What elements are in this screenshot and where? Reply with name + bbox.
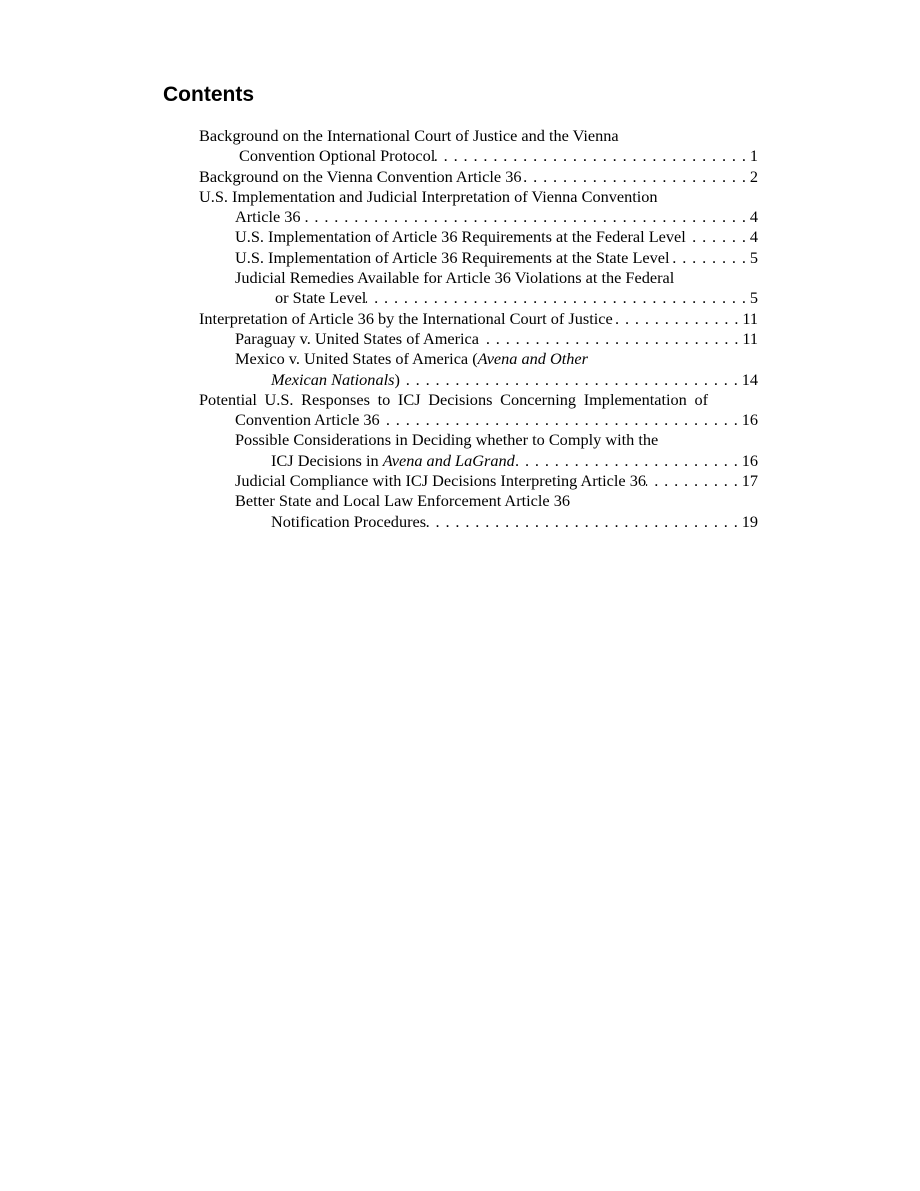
dot-leader	[515, 451, 739, 471]
page-number: 1	[749, 146, 758, 166]
toc-entry-italic-text: Avena and Other	[477, 349, 588, 369]
toc-entry-line[interactable]	[199, 512, 758, 532]
toc-entry-line[interactable]	[199, 471, 758, 491]
toc-entry-line[interactable]	[199, 207, 758, 227]
toc-entry-line[interactable]	[199, 370, 758, 390]
toc-entry-line	[199, 268, 758, 288]
page-number: 5	[749, 247, 758, 267]
dot-leader	[426, 512, 739, 532]
toc-entry-text: Background on the Vienna Convention Article 36	[199, 166, 522, 186]
dot-leader	[301, 207, 747, 227]
toc-entry-line[interactable]	[199, 410, 758, 430]
toc-entry-text: Better State and Local Law Enforcement Article 36	[235, 491, 570, 511]
toc-entry-text: or State Level	[275, 288, 367, 308]
toc-entry-line	[199, 187, 758, 207]
toc-entry-line[interactable]	[199, 309, 758, 329]
dot-leader	[435, 146, 747, 166]
page-number: 5	[749, 288, 758, 308]
page-number: 19	[741, 511, 758, 531]
page-number: 11	[742, 308, 758, 328]
toc-entry-text: Judicial Compliance with ICJ Decisions Interpreting Article 36	[235, 471, 647, 491]
toc-entry-text	[271, 370, 400, 390]
dot-leader	[613, 309, 740, 329]
table-of-contents	[199, 126, 758, 532]
toc-entry-text: Background on the International Court of Justice and the Vienna	[199, 126, 619, 145]
toc-entry-text: Mexico v. United States of America (	[235, 349, 478, 369]
toc-entry-text: Paraguay v. United States of America	[235, 328, 479, 348]
toc-entry-line	[199, 491, 758, 511]
toc-entry-text: Convention Article 36	[235, 410, 380, 430]
page-number: 16	[741, 450, 758, 470]
toc-entry-text: Convention Optional Protocol	[239, 146, 436, 166]
toc-entry-line	[199, 390, 758, 410]
page-number: 16	[741, 410, 758, 430]
toc-entry-text: U.S. Implementation of Article 36 Requirements at the Federal Level	[235, 227, 686, 247]
page-number: 4	[749, 207, 758, 227]
toc-entry-text: Article 36	[235, 207, 301, 227]
page-title: Contents	[163, 83, 254, 106]
toc-entry-text: Interpretation of Article 36 by the International Court of Justice	[199, 308, 613, 328]
toc-entry-line	[199, 430, 758, 450]
toc-entry-line[interactable]	[199, 146, 758, 166]
dot-leader	[479, 329, 739, 349]
dot-leader	[380, 410, 739, 430]
toc-entry-text: Potential U.S. Responses to ICJ Decisions Concerning Implementation of	[199, 389, 709, 409]
page-number: 17	[741, 471, 758, 491]
toc-entry-text: Judicial Remedies Available for Article 36 Violations at the Federal	[235, 268, 675, 288]
toc-entry-text: U.S. Implementation and Judicial Interpretation of Vienna Convention	[199, 186, 658, 206]
toc-entry-text: Notification Procedures	[271, 511, 427, 531]
toc-entry-text-tail: )	[394, 369, 400, 389]
toc-entry-text	[271, 451, 515, 471]
toc-entry-text: Possible Considerations in Deciding whether to Comply with the	[235, 430, 659, 450]
page-number: 2	[749, 166, 758, 186]
page-number: 4	[749, 227, 758, 247]
dot-leader	[400, 370, 739, 390]
page-number: 14	[741, 369, 758, 389]
toc-entry-line[interactable]	[199, 167, 758, 187]
toc-entry-line[interactable]	[199, 227, 758, 247]
toc-entry-line	[199, 349, 758, 369]
toc-entry-line[interactable]	[199, 288, 758, 308]
toc-entry-italic-text: Avena and LaGrand	[382, 450, 515, 470]
dot-leader	[646, 471, 739, 491]
toc-entry-text: U.S. Implementation of Article 36 Requirements at the State Level	[235, 247, 670, 267]
toc-entry-line[interactable]	[199, 329, 758, 349]
dot-leader	[670, 248, 747, 268]
toc-entry-line[interactable]	[199, 451, 758, 471]
toc-entry-italic-text: Mexican Nationals	[271, 369, 395, 389]
page-number: 11	[742, 328, 758, 348]
toc-entry-text-head: ICJ Decisions in	[271, 450, 383, 470]
dot-leader	[521, 167, 746, 187]
toc-entry-line[interactable]	[199, 248, 758, 268]
dot-leader	[366, 288, 747, 308]
toc-entry-line	[199, 126, 758, 146]
dot-leader	[686, 227, 747, 247]
